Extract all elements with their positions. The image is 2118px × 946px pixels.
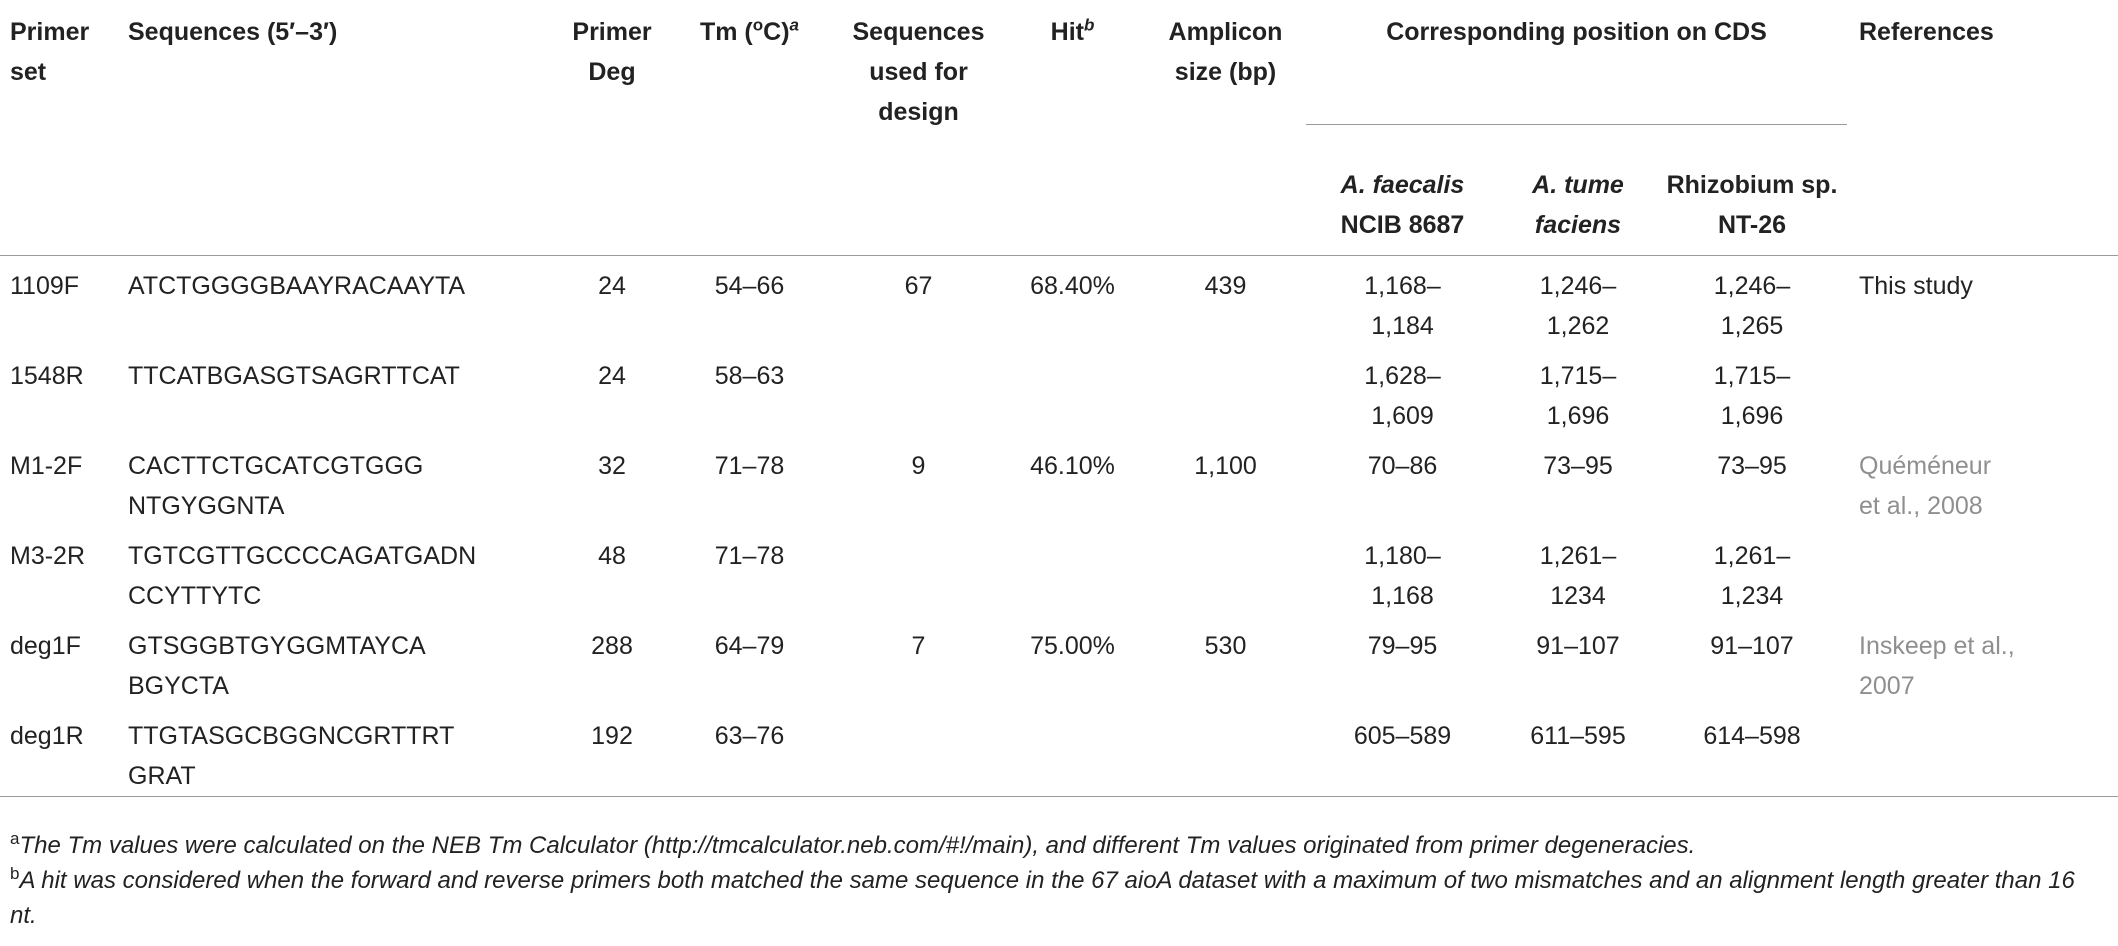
cell-sequence: TGTCGTTGCCCCAGATGADN CCYTTYTC: [128, 542, 477, 610]
cell-pos-faecalis: 1,180– 1,168: [1364, 542, 1441, 610]
cell-primer-deg: 24: [598, 362, 626, 390]
cell-sequences-used: 67: [904, 272, 933, 300]
cell-amplicon: 1,100: [1194, 452, 1257, 480]
cell-sequences-used: 7: [911, 632, 926, 660]
cell-amplicon: [1145, 526, 1306, 616]
cell-pos-rhizobium: 1,715– 1,696: [1713, 362, 1791, 430]
cell-pos-tumefaciens: 1,261– 1234: [1539, 542, 1617, 610]
cell-primer-set: 1548R: [10, 362, 84, 390]
cell-amplicon: [1145, 706, 1306, 797]
cell-pos-tumefaciens: 611–595: [1499, 706, 1657, 797]
cell-sequence: CACTTCTGCATCGTGGG NTGYGGNTA: [128, 452, 424, 520]
cell-pos-tumefaciens: 73–95: [1543, 452, 1613, 480]
cell-sequences-used: [837, 706, 1000, 797]
cell-sequence: TTCATBGASGTSAGRTTCAT: [128, 362, 460, 390]
cell-tm: 71–78: [714, 542, 785, 570]
cell-pos-faecalis: 1,628– 1,609: [1364, 362, 1441, 430]
cell-primer-set: M1-2F: [10, 452, 83, 480]
cell-tm: 54–66: [714, 272, 785, 300]
header-tm: Tm $(^oC)^a$: [662, 0, 837, 256]
cell-pos-rhizobium: 73–95: [1717, 452, 1787, 480]
cell-hit: [1000, 526, 1145, 616]
table-row: [0, 436, 2118, 526]
cell-reference: [1847, 346, 2118, 436]
cell-sequence: TTGTASGCBGGNCGRTTRT GRAT: [125, 706, 562, 797]
cell-primer-set: M3-2R: [10, 542, 86, 570]
footnote-a: $^a$The Tm values were calculated on the NEB Tm Calculator (http://tmcalculator.neb.com/#!/main), and different Tm values originated from primer degeneracies.: [10, 829, 1696, 859]
subheader-a-tumefaciens: A. tume faciens: [1499, 125, 1657, 256]
cell-primer-deg: 192: [562, 706, 662, 797]
cell-pos-faecalis: 1,168– 1,184: [1364, 272, 1441, 340]
cell-amplicon: 439: [1204, 272, 1247, 300]
header-position: Corresponding position on CDS: [1306, 0, 1847, 125]
cell-tm: 64–79: [714, 632, 785, 660]
cell-hit: 46.10%: [1030, 452, 1115, 480]
footnote-b: $^b$A hit was considered when the forward and reverse primers both matched the same sequence in the 67 aioA dataset with a maximum of two mismatches and an alignment length greater than 16 nt.: [10, 864, 2075, 929]
header-sequences: Sequences (5′–3′): [125, 0, 562, 256]
cell-sequence: GTSGGBTGYGGMTAYCA BGYCTA: [128, 632, 426, 700]
cell-sequences-used: [837, 346, 1000, 436]
cell-reference: [1847, 526, 2118, 616]
cell-amplicon: [1145, 346, 1306, 436]
cell-pos-rhizobium: 1,246– 1,265: [1713, 272, 1791, 340]
cell-primer-deg: 32: [598, 452, 626, 480]
cell-pos-rhizobium: 91–107: [1710, 632, 1794, 660]
table-row: [0, 706, 2118, 797]
table-row: [0, 256, 2118, 347]
cell-sequence: ATCTGGGGBAAYRACAAYTA: [128, 272, 466, 300]
cell-pos-faecalis: 605–589: [1306, 706, 1499, 797]
table-body: [0, 256, 2118, 797]
cell-amplicon: 530: [1204, 632, 1247, 660]
cell-primer-deg: 48: [598, 542, 626, 570]
cell-hit: 68.40%: [1030, 272, 1115, 300]
cell-pos-tumefaciens: 91–107: [1536, 632, 1620, 660]
header-hit: Hit$^b$: [1000, 0, 1145, 256]
subheader-rhizobium: Rhizobium sp. NT-26: [1657, 125, 1847, 256]
cell-primer-set: 1109F: [10, 272, 80, 300]
header-sequences-used: Sequences used for design: [837, 0, 1000, 256]
cell-sequences-used: [837, 526, 1000, 616]
cell-pos-faecalis: 70–86: [1367, 452, 1438, 480]
cell-sequences-used: 9: [911, 452, 926, 480]
cell-reference: Inskeep et al., 2007: [1859, 632, 2015, 700]
table-row: [0, 526, 2118, 616]
cell-primer-deg: 288: [591, 632, 633, 660]
cell-tm: 71–78: [714, 452, 785, 480]
header-primer-set: Primer set: [0, 0, 125, 256]
cell-hit: [1000, 346, 1145, 436]
cell-primer-set: deg1R: [0, 706, 125, 797]
cell-pos-rhizobium: 614–598: [1657, 706, 1847, 797]
header-primer-deg: Primer Deg: [562, 0, 662, 256]
header-references: References: [1847, 0, 2118, 256]
cell-hit: 75.00%: [1030, 632, 1115, 660]
header-amplicon: Amplicon size (bp): [1145, 0, 1306, 256]
cell-reference: This study: [1859, 272, 1973, 300]
cell-tm: 63–76: [662, 706, 837, 797]
table-row: [0, 346, 2118, 436]
cell-pos-faecalis: 79–95: [1367, 632, 1438, 660]
cell-pos-rhizobium: 1,261– 1,234: [1713, 542, 1791, 610]
cell-pos-tumefaciens: 1,246– 1,262: [1539, 272, 1617, 340]
cell-reference: [1847, 706, 2118, 797]
cell-primer-set: deg1F: [10, 632, 81, 660]
subheader-a-faecalis: A. faecalis NCIB 8687: [1306, 125, 1499, 256]
cell-reference: Quéméneur et al., 2008: [1859, 452, 1992, 520]
cell-tm: 58–63: [714, 362, 785, 390]
footnotes: [10, 828, 2108, 933]
cell-pos-tumefaciens: 1,715– 1,696: [1539, 362, 1617, 430]
table-row: [0, 616, 2118, 706]
cell-primer-deg: 24: [598, 272, 626, 300]
cell-hit: [1000, 706, 1145, 797]
